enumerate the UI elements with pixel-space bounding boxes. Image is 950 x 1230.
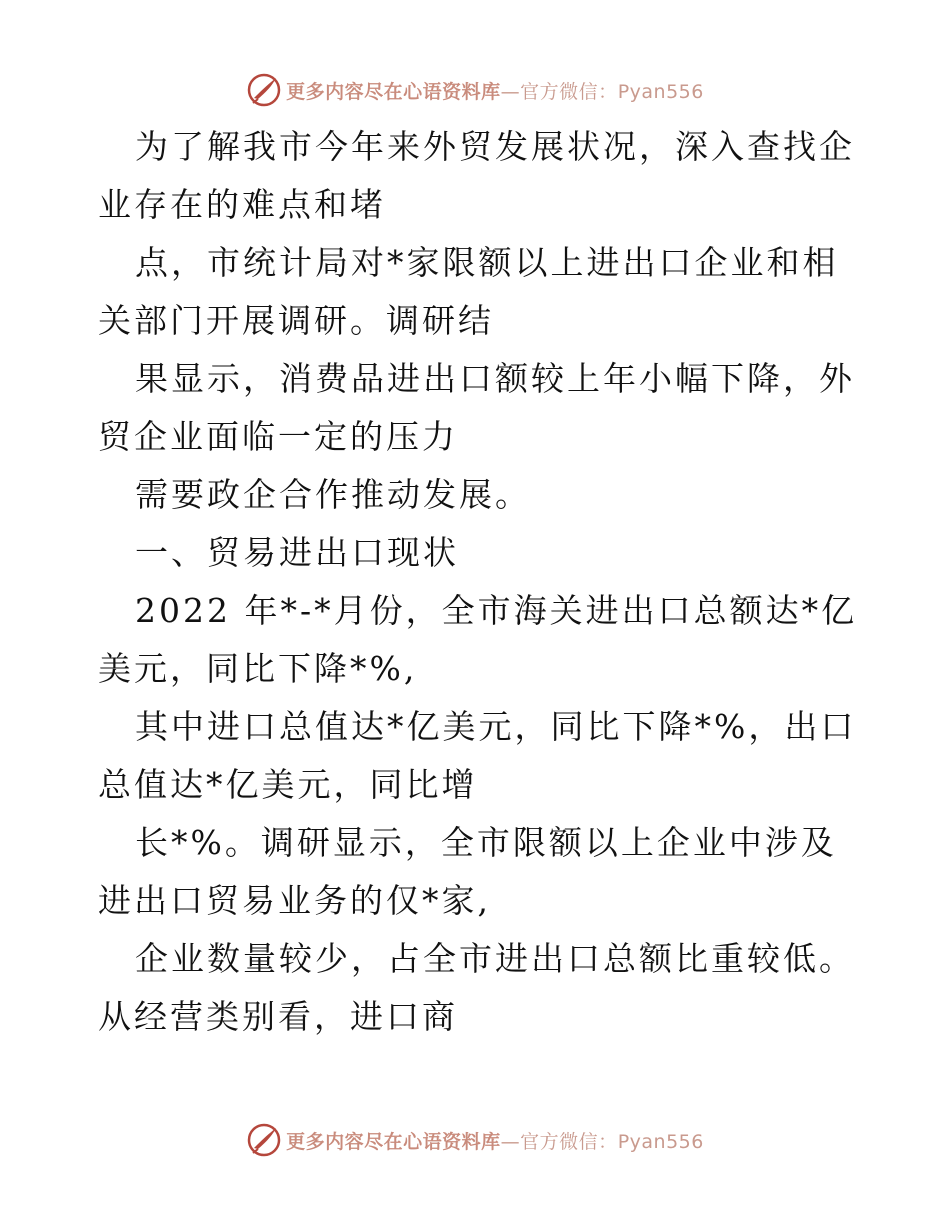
watermark-separator: — (500, 1130, 521, 1153)
watermark-brand: 更多内容尽在心语资料库 (286, 1130, 501, 1153)
paragraph-2: 点，市统计局对*家限额以上进出口企业和相关部门开展调研。调研结 (98, 243, 839, 340)
paragraph-7: 长*%。调研显示，全市限额以上企业中涉及进出口贸易业务的仅*家, (98, 823, 837, 920)
watermark-text (286, 1127, 704, 1154)
document-body (98, 118, 858, 1046)
watermark-wechat-id: Pyan556 (617, 80, 704, 103)
paragraph-8: 企业数量较少，占全市进出口总额比重较低。从经营类别看，进口商 (98, 939, 855, 1036)
watermark-text (286, 77, 704, 104)
watermark-separator: — (500, 80, 521, 103)
section-heading: 一、贸易进出口现状 (135, 533, 459, 572)
watermark-wechat-label: 官方微信： (520, 1130, 618, 1153)
quill-seal-logo-icon (246, 1122, 282, 1158)
paragraph-6: 其中进口总值达*亿美元，同比下降*%，出口总值达*亿美元，同比增 (98, 707, 857, 804)
paragraph-5: 2022 年*-*月份，全市海关进出口总额达*亿美元，同比下降*%, (98, 591, 858, 688)
watermark-wechat-id: Pyan556 (617, 1130, 704, 1153)
watermark-brand: 更多内容尽在心语资料库 (286, 80, 501, 103)
paragraph-1: 为了解我市今年来外贸发展状况，深入查找企业存在的难点和堵 (98, 127, 855, 224)
header-watermark (0, 70, 950, 110)
paragraph-3: 果显示，消费品进出口额较上年小幅下降，外贸企业面临一定的压力 (98, 359, 855, 456)
paragraph-4: 需要政企合作推动发展。 (135, 475, 531, 514)
watermark-wechat-label: 官方微信： (520, 80, 618, 103)
quill-seal-logo-icon (246, 72, 282, 108)
footer-watermark (0, 1120, 950, 1160)
